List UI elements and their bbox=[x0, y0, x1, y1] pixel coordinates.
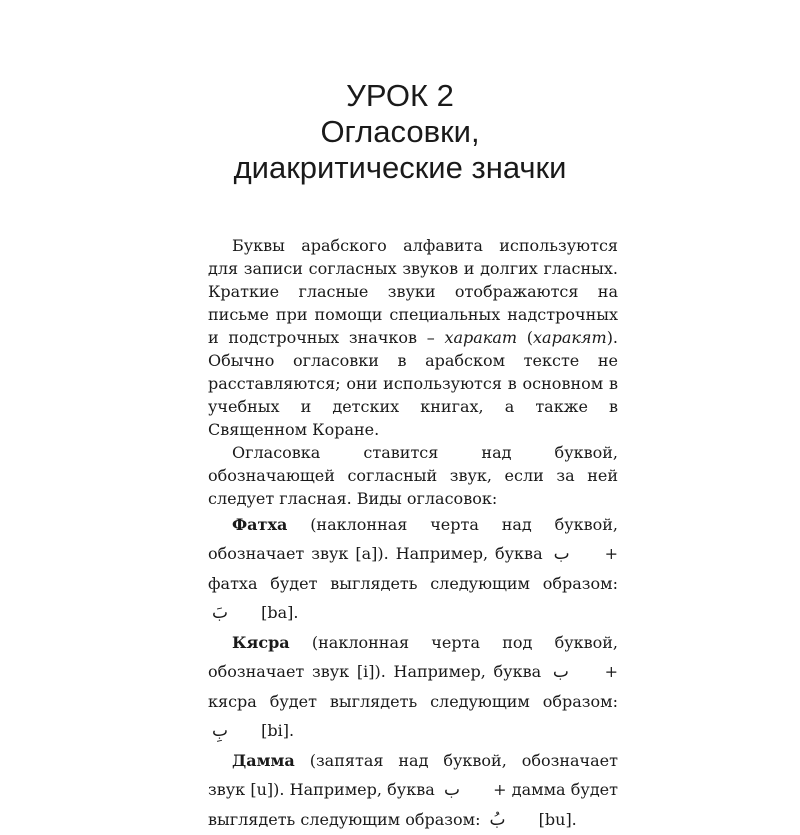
kasra-paragraph: Кясра (наклонная черта под буквой, обозначает звук [i]). Например, буква ب + кясра будет выглядеть следующим образом: بِ [bi]. bbox=[208, 628, 618, 746]
lesson-body bbox=[208, 234, 618, 835]
arabic-ba-kasra: بِ bbox=[212, 721, 229, 741]
arabic-letter-ba: ب bbox=[552, 662, 569, 682]
lesson-title-line1: Огласовки, bbox=[320, 114, 480, 149]
term-harakat: харакат bbox=[444, 328, 518, 347]
damma-term: Дамма bbox=[232, 751, 295, 770]
intro-paragraph: Буквы арабского алфавита используются для записи согласных звуков и долгих гласных. Краткие гласные звуки отображаются на письме при помощи специальных надстрочных и подстрочных значков – харакат (харакят). Обычно огласовки в арабском тексте не расставляются; они используются в основном в учебных и детских книгах, а также в Священном Коране. bbox=[208, 236, 619, 439]
kasra-term: Кясра bbox=[232, 633, 290, 652]
arabic-letter-ba: ب bbox=[553, 544, 570, 564]
lesson-heading bbox=[0, 78, 800, 186]
fatha-term: Фатха bbox=[232, 515, 288, 534]
vowel-marks-paragraph: Огласовка ставится над буквой, обозначающей согласный звук, если за ней следует гласная. Виды огласовок: bbox=[208, 443, 618, 508]
lesson-title-line2: диакритические значки bbox=[233, 150, 567, 185]
damma-paragraph: Дамма (запятая над буквой, обозначает звук [u]). Например, буква ب + дамма будет выглядеть следующим образом: بُ [bu]. bbox=[208, 746, 618, 835]
lesson-number: УРОК 2 bbox=[346, 78, 454, 113]
arabic-letter-ba: ب bbox=[443, 780, 460, 800]
arabic-ba-damma: بُ bbox=[489, 810, 506, 830]
fatha-paragraph: Фатха (наклонная черта над буквой, обозначает звук [a]). Например, буква ب + фатха будет выглядеть следующим образом: بَ [ba]. bbox=[208, 510, 618, 628]
arabic-ba-fatha: بَ bbox=[212, 603, 229, 623]
term-harakyat: харакят bbox=[533, 328, 607, 347]
